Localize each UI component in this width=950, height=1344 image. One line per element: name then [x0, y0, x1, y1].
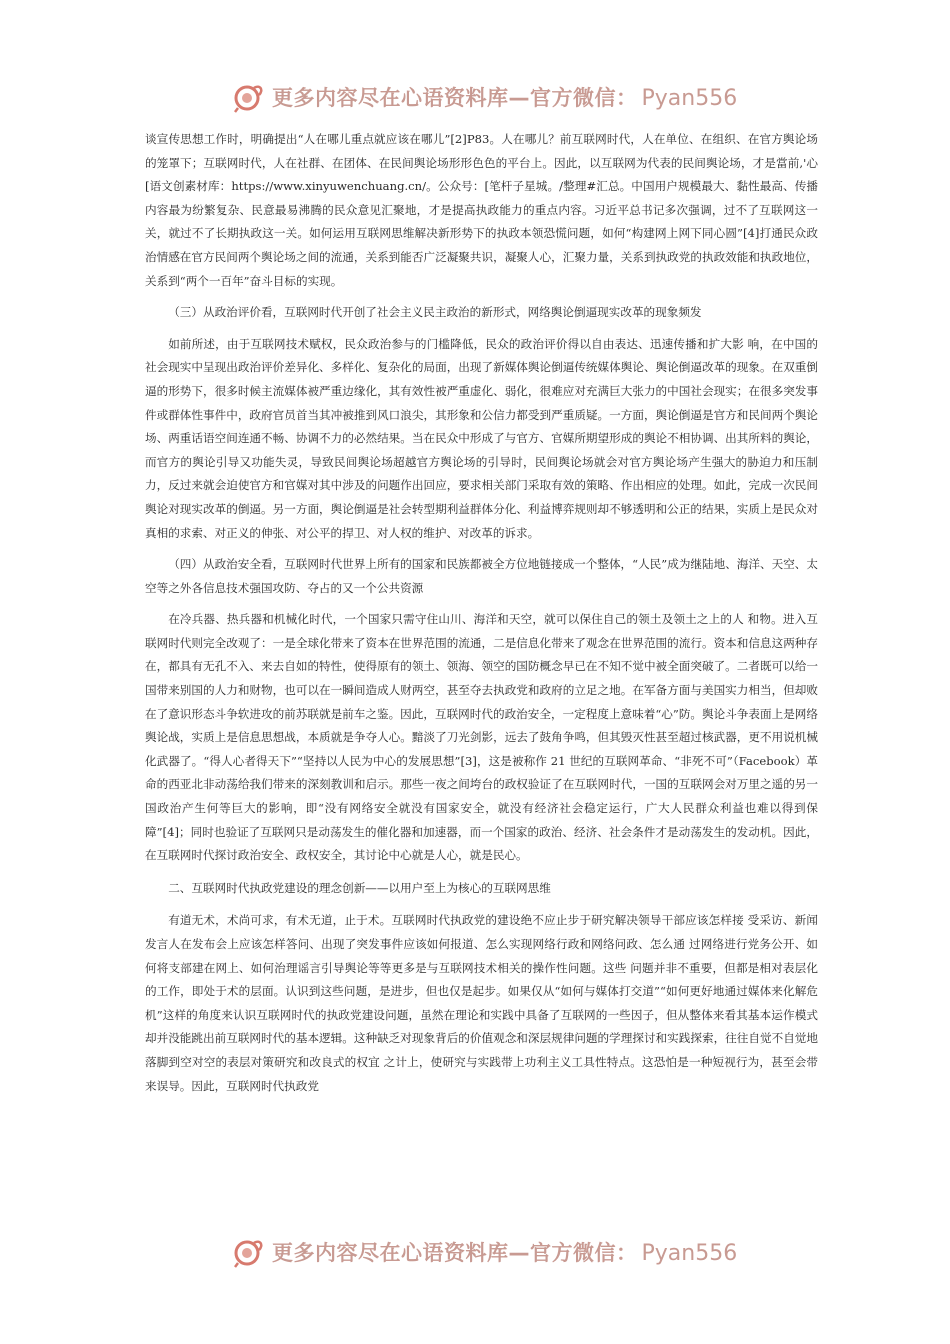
banner-text: 更多内容尽在心语资料库—官方微信： Pyan556 — [272, 1241, 738, 1266]
paragraph-4: 有道无术，术尚可求，有术无道，止于术。互联网时代执政党的建设绝不应止步于研究解决领导干部应该怎样接 受采访、新闻发言人在发布会上应该怎样答问、出现了突发事件应该如何报道、怎么实现网络行政和网络问政、怎么通 过网络进行党务公开、如何将支部建在网上、如何治理谣言引导舆论等等更多是与互联网技术相关的操作性问题。这些 问题并非不重要，但都是相对表层化的工作，即处于术的层面。认识到这些问题，是进步，但也仅是起步。如果仅从“如何与媒体打交道”“如何更好地通过媒体来化解危机”这样的角度来认识互联网时代的执政党建设问题，虽然在理论和实践中具备了互联网的一些因子，但从整体来看其基本运作模式却并没能跳出前互联网时代的基本逻辑。这种缺乏对现象背后的价值观念和深层规律问题的学理探讨和实践探索，往往自觉不自觉地落脚到空对空的表层对策研究和改良式的权宜 之计上，使研究与实践带上功利主义工具性特点。这恐怕是一种短视行为，甚至会带来误导。因此，互联网时代执政党 — [145, 913, 818, 1093]
paragraph-1: 谈宣传思想工作时，明确提出“人在哪儿重点就应该在哪儿”[2]P83。人在哪儿？前互联网时代，人在单位、在组织、在官方舆论场的笼罩下；互联网时代，人在社群、在团体、在民间舆论场形形色色的平台上。因此，以互联网为代表的民间舆论场，才是當前,'心[语文创素材库：https://www.xinyuwenchuang.cn/。公众号：[笔杆子星城。/整理#汇总。中国用户规模最大、黏性最高、传播内容最为纷繁复杂、民意最易沸腾的民众意见汇聚地，才是提高执政能力的重点内容。习近平总书记多次强调，过不了互联网这一关，就过不了长期执政这一关。如何运用互联网思维解决新形势下的执政本领恐慌问题，如何“构建网上网下同心圆”[4]打通民众政治情感在官方民间两个舆论场之间的流通，关系到能否广泛凝聚共识，凝聚人心，汇聚力量，关系到执政党的执政效能和执政地位，关系到“两个一百年”奋斗目标的实现。 — [145, 132, 818, 288]
wechat-id: Pyan556 — [641, 1241, 738, 1266]
wechat-id: Pyan556 — [641, 86, 738, 111]
header-watermark-banner — [0, 72, 950, 122]
section-heading-3: （三）从政治评价看，互联网时代开创了社会主义民主政治的新形式，网络舆论倒逼现实改革的现象频发 — [168, 305, 702, 320]
logo-icon — [232, 80, 266, 114]
logo-icon — [232, 1235, 266, 1269]
paragraph-3: 在冷兵器、热兵器和机械化时代，一个国家只需守住山川、海洋和天空，就可以保住自己的领土及领土之上的人 和物。进入互联网时代则完全改观了：一是全球化带来了资本在世界范围的流通，二是信息化带来了观念在世界范围的流行。资本和信息这两种存在，都具有无孔不入、来去自如的特性，使得原有的领土、领海、领空的国防概念早已在不知不觉中被全面突破了。二者既可以给一国带来别国的人力和财物，也可以在一瞬间造成人财两空，甚至夺去执政党和政府的立足之地。在军备方面与美国实力相当，但却败在了意识形态斗争软进攻的前苏联就是前车之鉴。因此，互联网时代的政治安全，一定程度上意味着“心”防。舆论斗争表面上是网络舆论战，实质上是信息思想战，本质就是争夺人心。黯淡了刀光剑影，远去了鼓角争鸣，但其毁灭性甚至超过核武器，更不用说机械化武器了。“得人心者得天下”“坚持以人民为中心的发展思想”[3]，这是被称作 21 世纪的互联网革命、“非死不可”（Facebook）革命的西亚北非动荡给我们带来的深刻教训和启示。那些一夜之间垮台的政权验证了在互联网时代，一国的互联网会对万里之遥的另一国政治产生何等巨大的影响，即“没有网络安全就没有国家安全，就没有经济社会稳定运行，广大人民群众利益也难以得到保障”[4]；同时也验证了互联网只是动荡发生的催化器和加速器，而一个国家的政治、经济、社会条件才是动荡发生的发动机。因此， 在互联网时代探讨政治安全、政权安全，其讨论中心就是人心，就是民心。 — [145, 612, 818, 863]
footer-watermark-banner — [0, 1227, 950, 1277]
section-heading-4: （四）从政治安全看，互联网时代世界上所有的国家和民族都被全方位地链接成一个整体，“人民”成为继陆地、海洋、天空、太空等之外各信息技术强国攻防、夺占的又一个公共资源 — [145, 557, 818, 595]
section-heading-two: 二、互联网时代执政党建设的理念创新——以用户至上为核心的互联网思维 — [168, 880, 551, 895]
document-body — [145, 128, 818, 1098]
paragraph-2: 如前所述，由于互联网技术赋权，民众政治参与的门槛降低，民众的政治评价得以自由表达、迅速传播和扩大影 响，在中国的社会现实中呈现出政治评价差异化、多样化、复杂化的局面，出现了新媒体舆论倒逼传统媒体舆论、舆论倒逼改革的现象。在双重倒逼的形势下，很多时候主流媒体被严重边缘化，其有效性被严重虚化、弱化，很难应对充满巨大张力的中国社会现实；在很多突发事件或群体性事件中，政府官员首当其冲被推到风口浪尖，其形象和公信力都受到严重质疑。一方面，舆论倒逼是官方和民间两个舆论场、两重话语空间连通不畅、协调不力的必然结果。当在民众中形成了与官方、官媒所期望形成的舆论不相协调、出其所料的舆论，而官方的舆论引导又功能失灵，导致民间舆论场超越官方舆论场的引导时，民间舆论场就会对官方舆论场产生强大的胁迫力和压制力，反过来就会迫使官方和官媒对其中涉及的问题作出回应，要求相关部门采取有效的策略、作出相应的处理。如此，完成一次民间舆论对现实改革的倒逼。另一方面，舆论倒逼是社会转型期利益群体分化、利益博弈规则却不够透明和公正的结果，实质上是民众对真相的求索、对正义的伸张、对公平的捍卫、对人权的维护、对改革的诉求。 — [145, 336, 818, 540]
banner-text: 更多内容尽在心语资料库—官方微信： Pyan556 — [272, 86, 738, 111]
